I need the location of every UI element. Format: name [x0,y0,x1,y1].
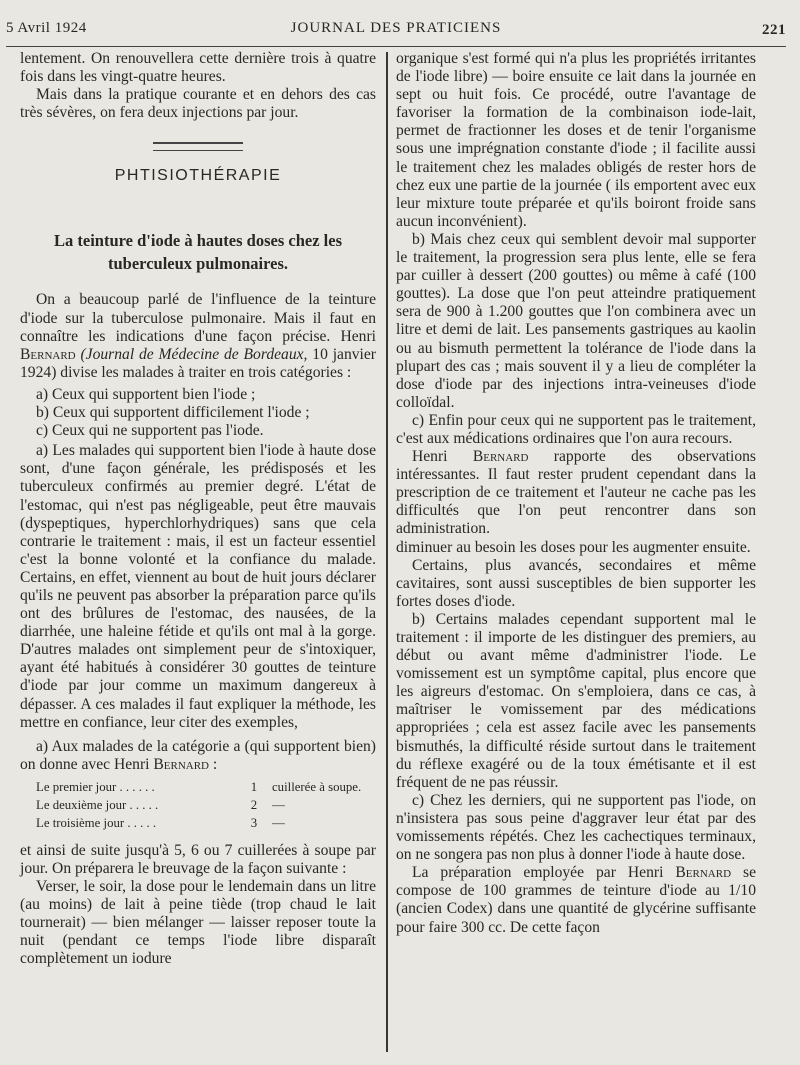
paragraph: On a beaucoup parlé de l'influence de la teinture d'iode sur la tuberculose pulmonaire. Mais il faut en connaître les indications d'une façon précise. Henri Bernard (Journal de Médecine de Bordeaux, 10 janvier 1924) divise les malades à traiter en trois catégories : [20,291,376,381]
category-list [36,386,376,440]
column-divider [386,52,388,1052]
right-column [396,50,756,937]
paragraph: c) Chez les derniers, qui ne supportent pas l'iode, on n'insistera pas sous peine d'aggraver leur état par des vomissements répétés. Chez les cachectiques terminaux, on ne songera pas non plus à donner l'iode à haute dose. [396,791,756,864]
header-date: 5 Avril 1924 [6,20,87,36]
paragraph: a) Aux malades de la catégorie a (qui supportent bien) on donne avec Henri Bernard : [20,737,376,773]
author-name: Bernard [675,864,732,882]
dosage-table [36,778,376,832]
paragraph: a) Les malades qui supportent bien l'iode à haute dose sont, d'une façon générale, les prédisposés et les tuberculeux confirmés au premier degré. L'état de l'estomac, qui n'est pas négligeable, peut être mauvais (dyspeptiques, hyperchlorhydriques) sans que cela contrarie le traitement : mais, il est un facteur essentiel c'est la bonne volonté et la confiance du malade. Certains, en effet, viennent au bout de huit jours déclarer qu'ils ne peuvent pas absorber la préparation parce qu'ils ont des brûlures de l'estomac, des nausées, de la diarrhée, une haleine fétide et qu'ils ont mal à la gorge. D'autres malades ont simplement peur de s'intoxiquer, ayant été habitués à considérer 30 gouttes de teinture d'iode par jour comme un maximum dangereux à dépasser. A ces malades il faut expliquer la méthode, les mettre en confiance, leur citer des exemples, [20,442,376,731]
list-item: c) Ceux qui ne supportent pas l'iode. [36,422,264,440]
paragraph: La préparation employée par Henri Bernard se compose de 100 grammes de teinture d'iode au 1/10 (ancien Codex) dans une quantité de glycérine suffisante pour faire 300 cc. De cette façon [396,864,757,936]
paragraph: b) Certains malades cependant supportent mal le traitement : il importe de les distinguer des premiers, au début ou avant même d'administrer l'iode. Le vomissement est un symptôme capital, plus encore que les aigreurs d'estomac. On s'emploiera, dans ce cas, à maîtriser le vomissement par des médications appropriées ; cela est assez facile avec les pansements bismuthés, la difficulté réside surtout dans le traitement du réflexe exagéré ou de la toux émétisante et il est fréquent de ne pas réussir. [396,610,756,791]
paragraph: Henri Bernard rapporte des observations intéressantes. Il faut rester prudent cependant dans la prescription de ce traitement et l'auteur ne cache pas les difficultés que l'on peut rencontrer dans son administration. [396,448,756,538]
paragraph: Mais dans la pratique courante et en dehors des cas très sévères, on fera deux injections par jour. [20,86,376,122]
page-number: 221 [762,22,786,38]
author-name: Bernard [472,448,529,466]
article-title: La teinture d'iode à hautes doses chez les tuberculeux pulmonaires. [54,231,342,274]
paragraph: diminuer au besoin les doses pour les augmenter ensuite. [396,538,751,556]
list-item: a) Ceux qui supportent bien l'iode ; [36,385,256,403]
author-name: Bernard [153,755,210,773]
journal-title: JOURNAL DES PRATICIENS [290,20,502,36]
author-name: Bernard [20,345,76,363]
paragraph: Verser, le soir, la dose pour le lendemain dans un litre (au moins) de lait à peine tiède (trop chaud le lait tournerait) — bien mélanger — laisser reposer toute la nuit (pendant ce temps l'iode libre disparaît complètement un iodure [20,878,376,968]
dosage-row: Le troisième jour . . . . . 3 — [36,815,285,830]
header-rule [6,46,786,47]
paragraph: b) Mais chez ceux qui semblent devoir mal supporter le traitement, la progression sera plus lente, elle se fera par cuiller à dessert (200 gouttes) ou même à café (100 gouttes). La dose que l'on peut atteindre pratiquement sera de 900 à 1.200 gouttes que l'on combinera avec un litre et demi de lait. Les pansements gastriques au kaolin ou au bismuth permettent la tolérance de l'iode dans la plupart des cas ; mais souvent il y a lieu de compléter la dose d'iode par des injections intra-veineuses d'iode colloïdal. [396,230,756,411]
dosage-row: Le premier jour . . . . . . 1 cuillerée à soupe. [36,779,362,794]
list-item: b) Ceux qui supportent difficilement l'iode ; [36,404,310,422]
paragraph: c) Enfin pour ceux qui ne supportent pas le traitement, c'est aux médications ordinaires que l'on aura recours. [396,411,756,447]
section-ornament [153,142,243,151]
running-header [6,20,786,42]
section-heading: PHTISIOTHÉRAPIE [114,167,282,185]
paragraph: et ainsi de suite jusqu'à 5, 6 ou 7 cuillerées à soupe par jour. On préparera le breuvage de la façon suivante : [20,841,376,877]
left-column [20,50,376,969]
dosage-row: Le deuxième jour . . . . . 2 — [36,797,285,812]
paragraph: lentement. On renouvellera cette dernière trois à quatre fois dans les vingt-quatre heures. [20,50,376,86]
journal-reference: (Journal de Médecine de Bordeaux, [80,345,308,363]
paragraph: organique s'est formé qui n'a plus les propriétés irritantes de l'iode libre) — boire ensuite ce lait dans la journée en sept ou huit fois. Ce procédé, outre l'avantage de favoriser la formation de la combinaison iode-lait, permet de fractionner les doses et de tenir l'organisme sous une imprégnation constante d'iode ; il facilite aussi le traitement chez les malades obligés de rester hors de chez eux une partie de la journée ( ils emportent avec eux leur mixture toute préparée et qu'ils boiront froide sans aucun inconvénient). [396,50,756,230]
paragraph: Certains, plus avancés, secondaires et même cavitaires, sont aussi susceptibles de bien supporter les fortes doses d'iode. [396,556,756,610]
